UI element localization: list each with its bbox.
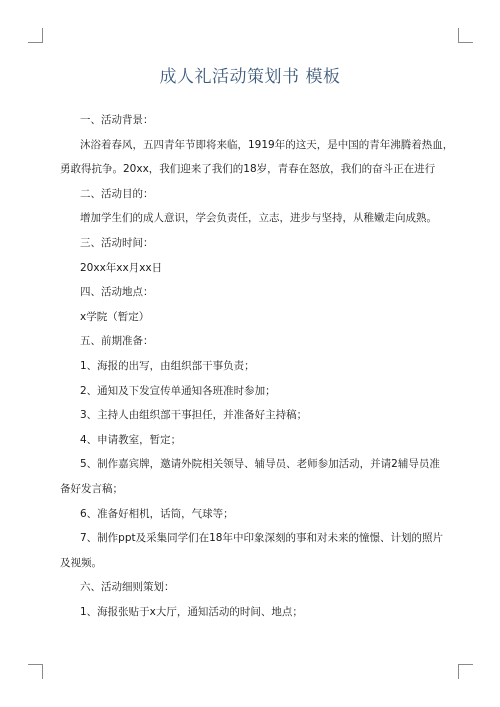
page-corner-mark-bottom-left xyxy=(28,664,43,679)
page-corner-mark-bottom-right xyxy=(458,664,473,679)
paragraph: 6、准备好相机，话筒，气球等； xyxy=(80,507,234,520)
paragraph: x学院（暂定） xyxy=(80,310,150,323)
paragraph: 5、制作嘉宾牌，邀请外院相关领导、辅导员、老师参加活动，并请2辅导员准 xyxy=(80,458,440,471)
paragraph: 及视频。 xyxy=(60,556,102,569)
paragraph: 1、海报张贴于x大厅，通知活动的时间、地点； xyxy=(80,605,303,618)
paragraph: 增加学生们的成人意识，学会负责任，立志，进步与坚持，从稚嫩走向成熟。 xyxy=(80,212,437,225)
paragraph: 六、活动细则策划： xyxy=(80,581,175,594)
paragraph: 4、申请教室，暂定； xyxy=(80,433,182,446)
paragraph: 20xx年xx月xx日 xyxy=(80,261,163,274)
paragraph: 勇敢得抗争。20xx，我们迎来了我们的18岁，青春在怒放，我们的奋斗正在进行 xyxy=(60,163,436,176)
paragraph: 一、活动背景： xyxy=(80,114,154,126)
paragraph: 3、主持人由组织部干事担任，并准备好主持稿； xyxy=(80,409,308,422)
paragraph: 沐浴着春风，五四青年节即将来临，1919年的这天，是中国的青年沸腾着热血， xyxy=(80,138,454,151)
paragraph: 1、海报的出写，由组织部干事负责； xyxy=(80,359,255,372)
paragraph: 7、制作ppt及采集同学们在18年中印象深刻的事和对未来的憧憬、计划的照片 xyxy=(80,532,443,545)
paragraph: 四、活动地点： xyxy=(80,286,154,299)
paragraph: 二、活动目的： xyxy=(80,187,154,200)
document-title: 成人礼活动策划书 模板 xyxy=(159,67,341,87)
page-corner-mark-top-right xyxy=(458,28,473,43)
paragraph: 五、前期准备： xyxy=(80,335,154,348)
page-corner-mark-top-left xyxy=(28,28,43,43)
paragraph: 备好发言稿； xyxy=(60,482,123,495)
paragraph: 2、通知及下发宣传单通知各班准时参加； xyxy=(80,384,276,397)
paragraph: 三、活动时间： xyxy=(80,236,154,249)
document-body xyxy=(60,108,455,624)
